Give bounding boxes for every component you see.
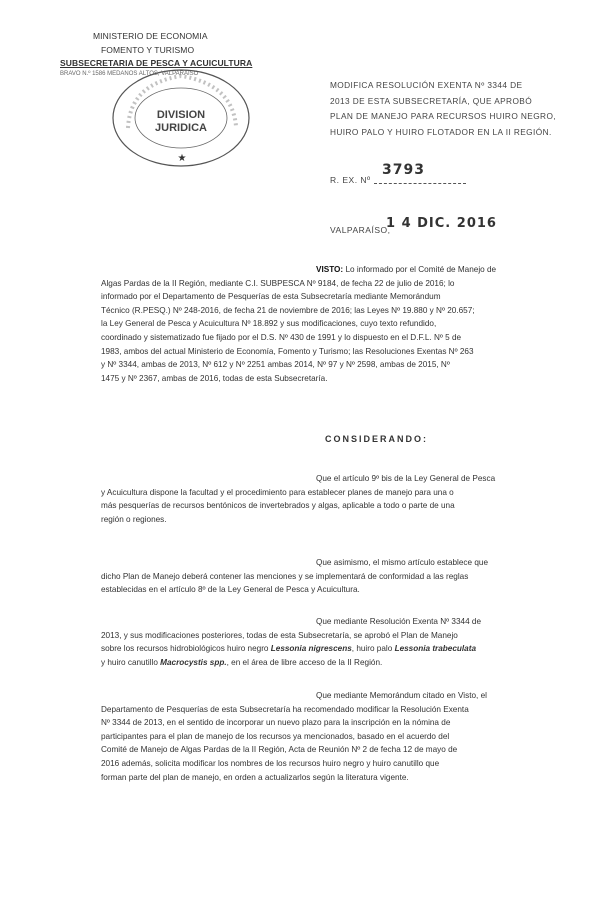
p3-line-2: 2013, y sus modificaciones posteriores, todas de esta Subsecretaría, se aprobó el Plan de Manejo bbox=[101, 630, 458, 640]
title-line-3: PLAN DE MANEJO PARA RECURSOS HUIRO NEGRO, bbox=[330, 111, 557, 121]
p3-line-3a: sobre los recursos hidrobiológicos huiro negro bbox=[101, 644, 271, 654]
p3-line-3c: , huiro palo bbox=[351, 644, 395, 654]
considerando-paragraph-3 bbox=[101, 615, 539, 669]
species-macrocystis: Macrocystis spp. bbox=[160, 657, 227, 667]
visto-line: coordinado y sistematizado fue fijado por el D.S. Nº 430 de 1991 y lo dispuesto en el D.F.L. Nº 5 de bbox=[101, 332, 462, 342]
p4-line: forman parte del plan de manejo, en orden a actualizarlos según la literatura vigente. bbox=[101, 772, 409, 782]
stamp-text-2: JURIDICA bbox=[155, 122, 207, 134]
p1-line: Que el artículo 9º bis de la Ley General de Pesca bbox=[316, 474, 496, 483]
rex-label: R. EX. Nº bbox=[330, 175, 371, 185]
rex-number: 3793 bbox=[382, 162, 425, 178]
visto-line: 1475 y Nº 2367, ambas de 2016, todas de esta Subsecretaría. bbox=[101, 373, 328, 383]
p1-line: más pesquerías de recursos bentónicos de invertebrados y algas, aplicable a todo o parte de una bbox=[101, 501, 455, 511]
visto-line: informado por el Departamento de Pesquerías de esta Subsecretaría mediante Memorándum bbox=[101, 292, 441, 302]
visto-section bbox=[101, 263, 539, 385]
p4-line: Departamento de Pesquerías de esta Subsecretaría ha recomendado modificar la Resolución Exenta bbox=[101, 704, 469, 714]
p2-line: dicho Plan de Manejo deberá contener las menciones y se implementará de conformidad a las reglas bbox=[101, 571, 469, 581]
date-city: VALPARAÍSO, bbox=[330, 225, 391, 235]
header-ministerio: MINISTERIO DE ECONOMIA bbox=[93, 31, 208, 41]
stamp-text-1: DIVISION bbox=[156, 109, 206, 121]
title-line-4: HUIRO PALO Y HUIRO FLOTADOR EN LA II REGIÓN. bbox=[330, 126, 552, 137]
rex-underline bbox=[374, 183, 466, 184]
visto-line: la Ley General de Pesca y Acuicultura Nº 18.892 y sus modificaciones, cuyo texto refundido, bbox=[101, 319, 437, 329]
visto-line: 1983, ambos del actual Ministerio de Economía, Fomento y Turismo; las Resoluciones Exentas Nº 263 bbox=[101, 346, 474, 356]
p4-line: Comité de Manejo de Algas Pardas de la II Región, Acta de Reunión Nº 2 de fecha 12 de mayo de bbox=[101, 745, 458, 755]
date-value: 1 4 DIC. 2016 bbox=[386, 216, 497, 231]
species-lessonia-nigrescens: Lessonia nigrescens bbox=[270, 644, 352, 654]
p1-line: región o regiones. bbox=[101, 514, 167, 524]
p4-line: 2016 además, solicita modificar los nombres de los recursos huiro negro y huiro canutillo que bbox=[101, 758, 440, 768]
species-lessonia-trabeculata: Lessonia trabeculata bbox=[394, 644, 477, 654]
visto-line: y Nº 3344, ambas de 2013, Nº 612 y Nº 2251 ambas 2014, Nº 97 y Nº 2598, ambas de 2015, Nº bbox=[101, 360, 450, 370]
p2-line: establecidas en el artículo 8º de la Ley General de Pesca y Acuicultura. bbox=[101, 585, 360, 595]
considerando-paragraph-1 bbox=[101, 472, 539, 526]
header-subsecretaria: SUBSECRETARIA DE PESCA Y ACUICULTURA bbox=[60, 58, 253, 68]
p4-line: Nº 3344 de 2013, en el sentido de incorporar un nuevo plazo para la inscripción en la nómina de bbox=[101, 718, 451, 728]
visto-line: Lo informado por el Comité de Manejo de bbox=[345, 265, 497, 274]
header-address: BRAVO N.º 1586 MEDANOS ALTOS, VALPARAISO bbox=[60, 71, 199, 77]
header-fomento: FOMENTO Y TURISMO bbox=[101, 45, 195, 55]
division-juridica-stamp bbox=[108, 66, 254, 170]
visto-label: VISTO: bbox=[316, 265, 344, 274]
stamp-star-icon: ★ bbox=[177, 153, 187, 164]
title-line-2: 2013 DE ESTA SUBSECRETARÍA, QUE APROBÓ bbox=[330, 95, 533, 106]
p3-line-4c: , en el área de libre acceso de la II Región. bbox=[226, 657, 383, 667]
visto-line: Técnico (R.PESQ.) Nº 248-2016, de fecha 21 de noviembre de 2016; las Leyes Nº 19.880 y Nº 20.657; bbox=[101, 305, 475, 315]
considerando-paragraph-2 bbox=[101, 556, 539, 597]
p3-line-4a: y huiro canutillo bbox=[101, 657, 161, 667]
p2-line: Que asimismo, el mismo artículo establece que bbox=[316, 558, 489, 567]
p4-line: Que mediante Memorándum citado en Visto, el bbox=[316, 691, 487, 700]
title-line-1: MODIFICA RESOLUCIÓN EXENTA Nº 3344 DE bbox=[330, 80, 523, 90]
p1-line: y Acuicultura dispone la facultad y el procedimiento para establecer planes de manejo para una o bbox=[101, 487, 454, 497]
considerando-paragraph-4 bbox=[101, 689, 539, 784]
p4-line: participantes para el plan de manejo de los recursos ya mencionados, basado en el acuerdo del bbox=[101, 731, 450, 741]
considerando-heading: CONSIDERANDO: bbox=[325, 434, 429, 444]
p3-line-1: Que mediante Resolución Exenta Nº 3344 de bbox=[316, 617, 482, 626]
document-title bbox=[330, 78, 560, 140]
visto-line: Algas Pardas de la II Región, mediante C.I. SUBPESCA Nº 9184, de fecha 22 de julio de 2016; lo bbox=[101, 278, 455, 288]
